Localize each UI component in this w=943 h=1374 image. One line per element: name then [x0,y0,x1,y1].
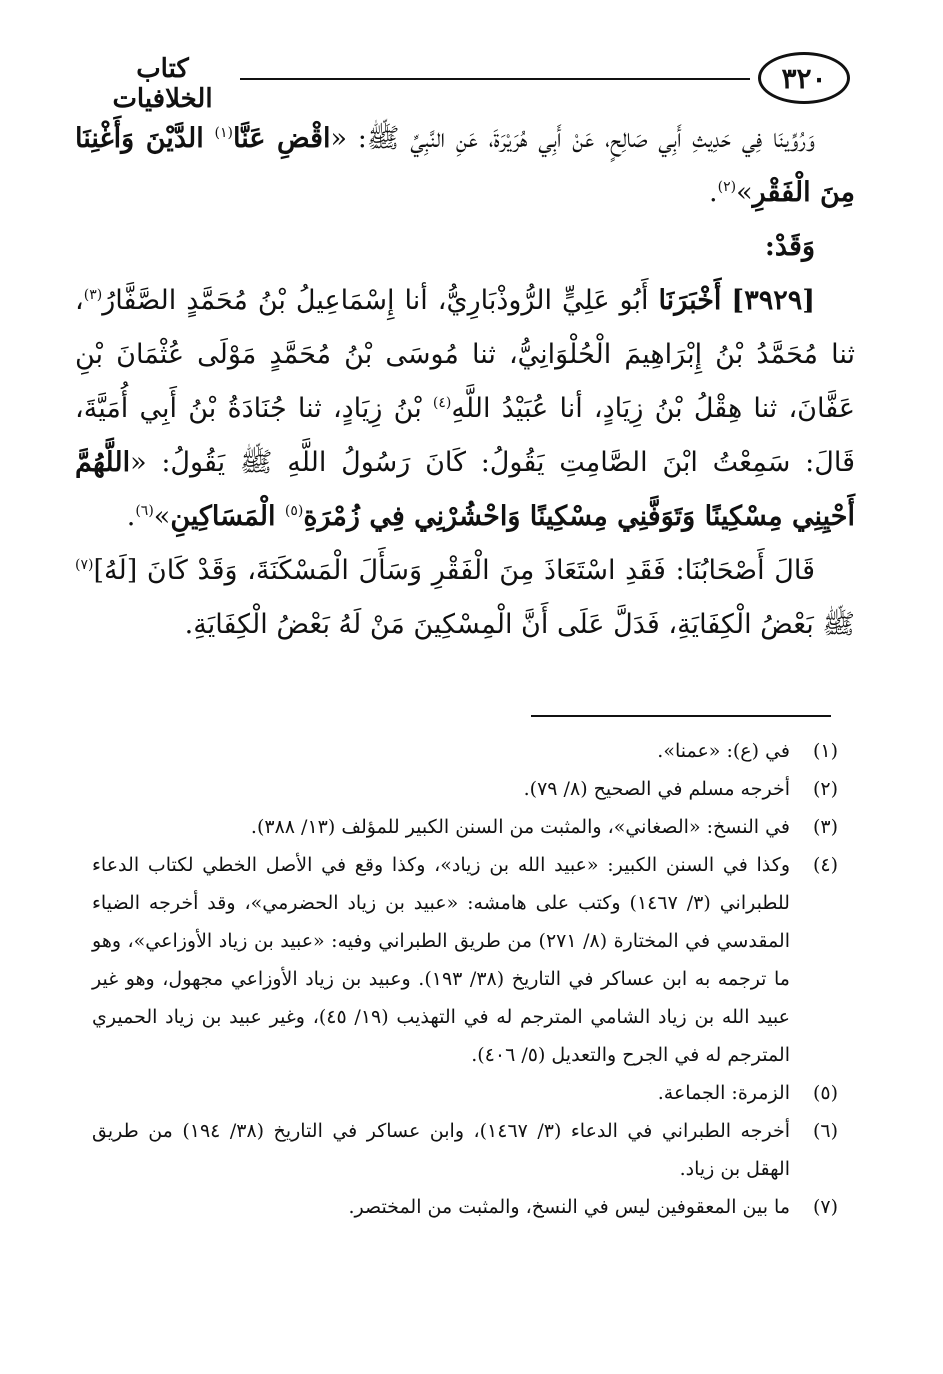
paragraph-1 [75,112,855,220]
footnote-text: أخرجه الطبراني في الدعاء (٣/ ١٤٦٧)، وابن عساكر في التاريخ (٣٨/ ١٩٤) من طريق الهقل بن زياد. [92,1120,790,1180]
matn-2: الْمَسَاكِينِ [170,501,285,532]
footnote-ref-1[interactable]: (١) [214,125,233,141]
footnote-text: وكذا في السنن الكبير: «عبيد الله بن زياد»، وكذا وقع في الأصل الخطي لكتاب الدعاء للطبراني (٣/ ١٤٦٧) وكتب على هامشه: «عبيد بن زياد الحضرمي»، وقد أخرجه الضياء المقدسي في المختارة (٨/ ٢٧١) من طريق الطبراني وفيه: «عبيد بن زياد الأوزاعي»، وهو ما ترجمه به ابن عساكر في التاريخ (٣٨/ ١٩٣). وعبيد بن زياد الأوزاعي مجهول، وهو غير عبيد الله بن زياد الشامي المترجم له في التهذيب (١٩/ ٤٥)، وغير عبيد بن زياد الحميري المترجم له في الجرح والتعديل (٥/ ٤٠٦). [92,854,791,1066]
footnote-number: (٤) [812,854,838,876]
page-header [90,52,850,112]
p4-text-cont: ﷺ بَعْضُ الْكِفَايَةِ، فَدَلَّ عَلَى أَنَّ الْمِسْكِينَ مَنْ لَهُ بَعْضُ الْكِفَايَةِ. [184,609,855,640]
book-title: كتاب الخلافيات [112,54,213,114]
footnote-2 [92,770,838,808]
footnotes [92,732,838,1226]
footnote-ref-2[interactable]: (٢) [717,179,737,195]
main-text [75,112,855,652]
footnote-number: (٥) [812,1082,838,1104]
isnad-2: ، ثنا مُحَمَّدُ بْنُ إِبْرَاهِيمَ الْحُلْوَانِيُّ، ثنا مُوسَى بْنُ مُحَمَّدٍ مَوْلَى عُثْمَانَ بْنِ عَفَّانَ، ثنا هِقْلُ بْنُ زِيَادٍ، أنا عُبَيْدُ اللَّهِ [75,285,855,424]
footnote-ref-7[interactable]: (٧) [75,557,94,573]
footnote-1 [92,732,838,770]
footnote-ref-4[interactable]: (٤) [432,395,452,411]
footnote-ref-6[interactable]: (٦) [135,503,154,519]
paragraph-2: وَقَدْ: [764,231,815,262]
page-number: ٣٢٠ [758,52,850,104]
close-quote-2: » [153,501,171,532]
footnote-text: ما بين المعقوفين ليس في النسخ، والمثبت من المختصر. [348,1196,790,1218]
footnote-ref-3[interactable]: (٣) [83,287,103,303]
period-2: . [126,501,136,532]
footnote-number: (٣) [812,816,838,838]
footnote-ref-5[interactable]: (٥) [284,503,304,519]
footnote-4 [92,846,838,1074]
p1-text: وَرُوِّينَا فِي حَدِيثِ أَبِي صَالِحٍ، عَنْ أَبِي هُرَيْرَةَ، عَنِ النَّبِيِّ ﷺ: « [330,123,815,154]
footnote-number: (١) [812,740,838,762]
p4-text: قَالَ أَصْحَابُنَا: فَقَدِ اسْتَعَاذَ مِنَ الْفَقْرِ وَسَأَلَ الْمَسْكَنَةَ، وَقَدْ كَانَ [لَهُ] [93,555,816,586]
hadith-text: اقْضِ عَنَّا [232,123,331,154]
hadith-number: [٣٩٢٩] [731,285,815,316]
footnote-text: أخرجه مسلم في الصحيح (٨/ ٧٩). [523,778,790,800]
footnote-separator [531,715,831,717]
footnote-text: في (ع): «عمنا». [657,740,790,762]
header-rule [240,78,750,80]
footnote-6 [92,1112,838,1188]
period: . [709,177,718,208]
footnote-text: في النسخ: «الصغاني»، والمثبت من السنن الكبير للمؤلف (١٣/ ٣٨٨). [250,816,790,838]
paragraph-4 [75,544,855,652]
footnote-number: (٦) [812,1120,838,1142]
matn-1: اللَّهُمَّ أَحْيِنِي مِسْكِينًا وَتَوَفَّنِي مِسْكِينًا وَاحْشُرْنِي فِي زُمْرَةِ [75,447,855,532]
footnote-number: (٧) [812,1196,838,1218]
hadith-text-cont: الدَّيْنَ وَأَغْنِنَا مِنَ الْفَقْرِ [75,123,855,208]
footnote-text: الزمرة: الجماعة. [657,1082,790,1104]
footnote-7 [92,1188,838,1226]
close-quote: » [736,177,753,208]
footnote-number: (٢) [812,778,838,800]
footnote-3 [92,808,838,846]
isnad-3: بْنُ زِيَادٍ، ثنا جُنَادَةُ بْنُ أَبِي أُمَيَّةَ، قَالَ: سَمِعْتُ ابْنَ الصَّامِتِ يَقُولُ: كَانَ رَسُولُ اللَّهِ ﷺ يَقُولُ: « [75,393,855,478]
akhbarana: أَخْبَرَنَا [658,285,722,316]
footnote-5 [92,1074,838,1112]
paragraph-3 [75,274,855,544]
isnad-1: أَبُو عَلِيٍّ الرُّوذْبَارِيُّ، أنا إِسْمَاعِيلُ بْنُ مُحَمَّدٍ الصَّفَّارُ [102,285,659,316]
